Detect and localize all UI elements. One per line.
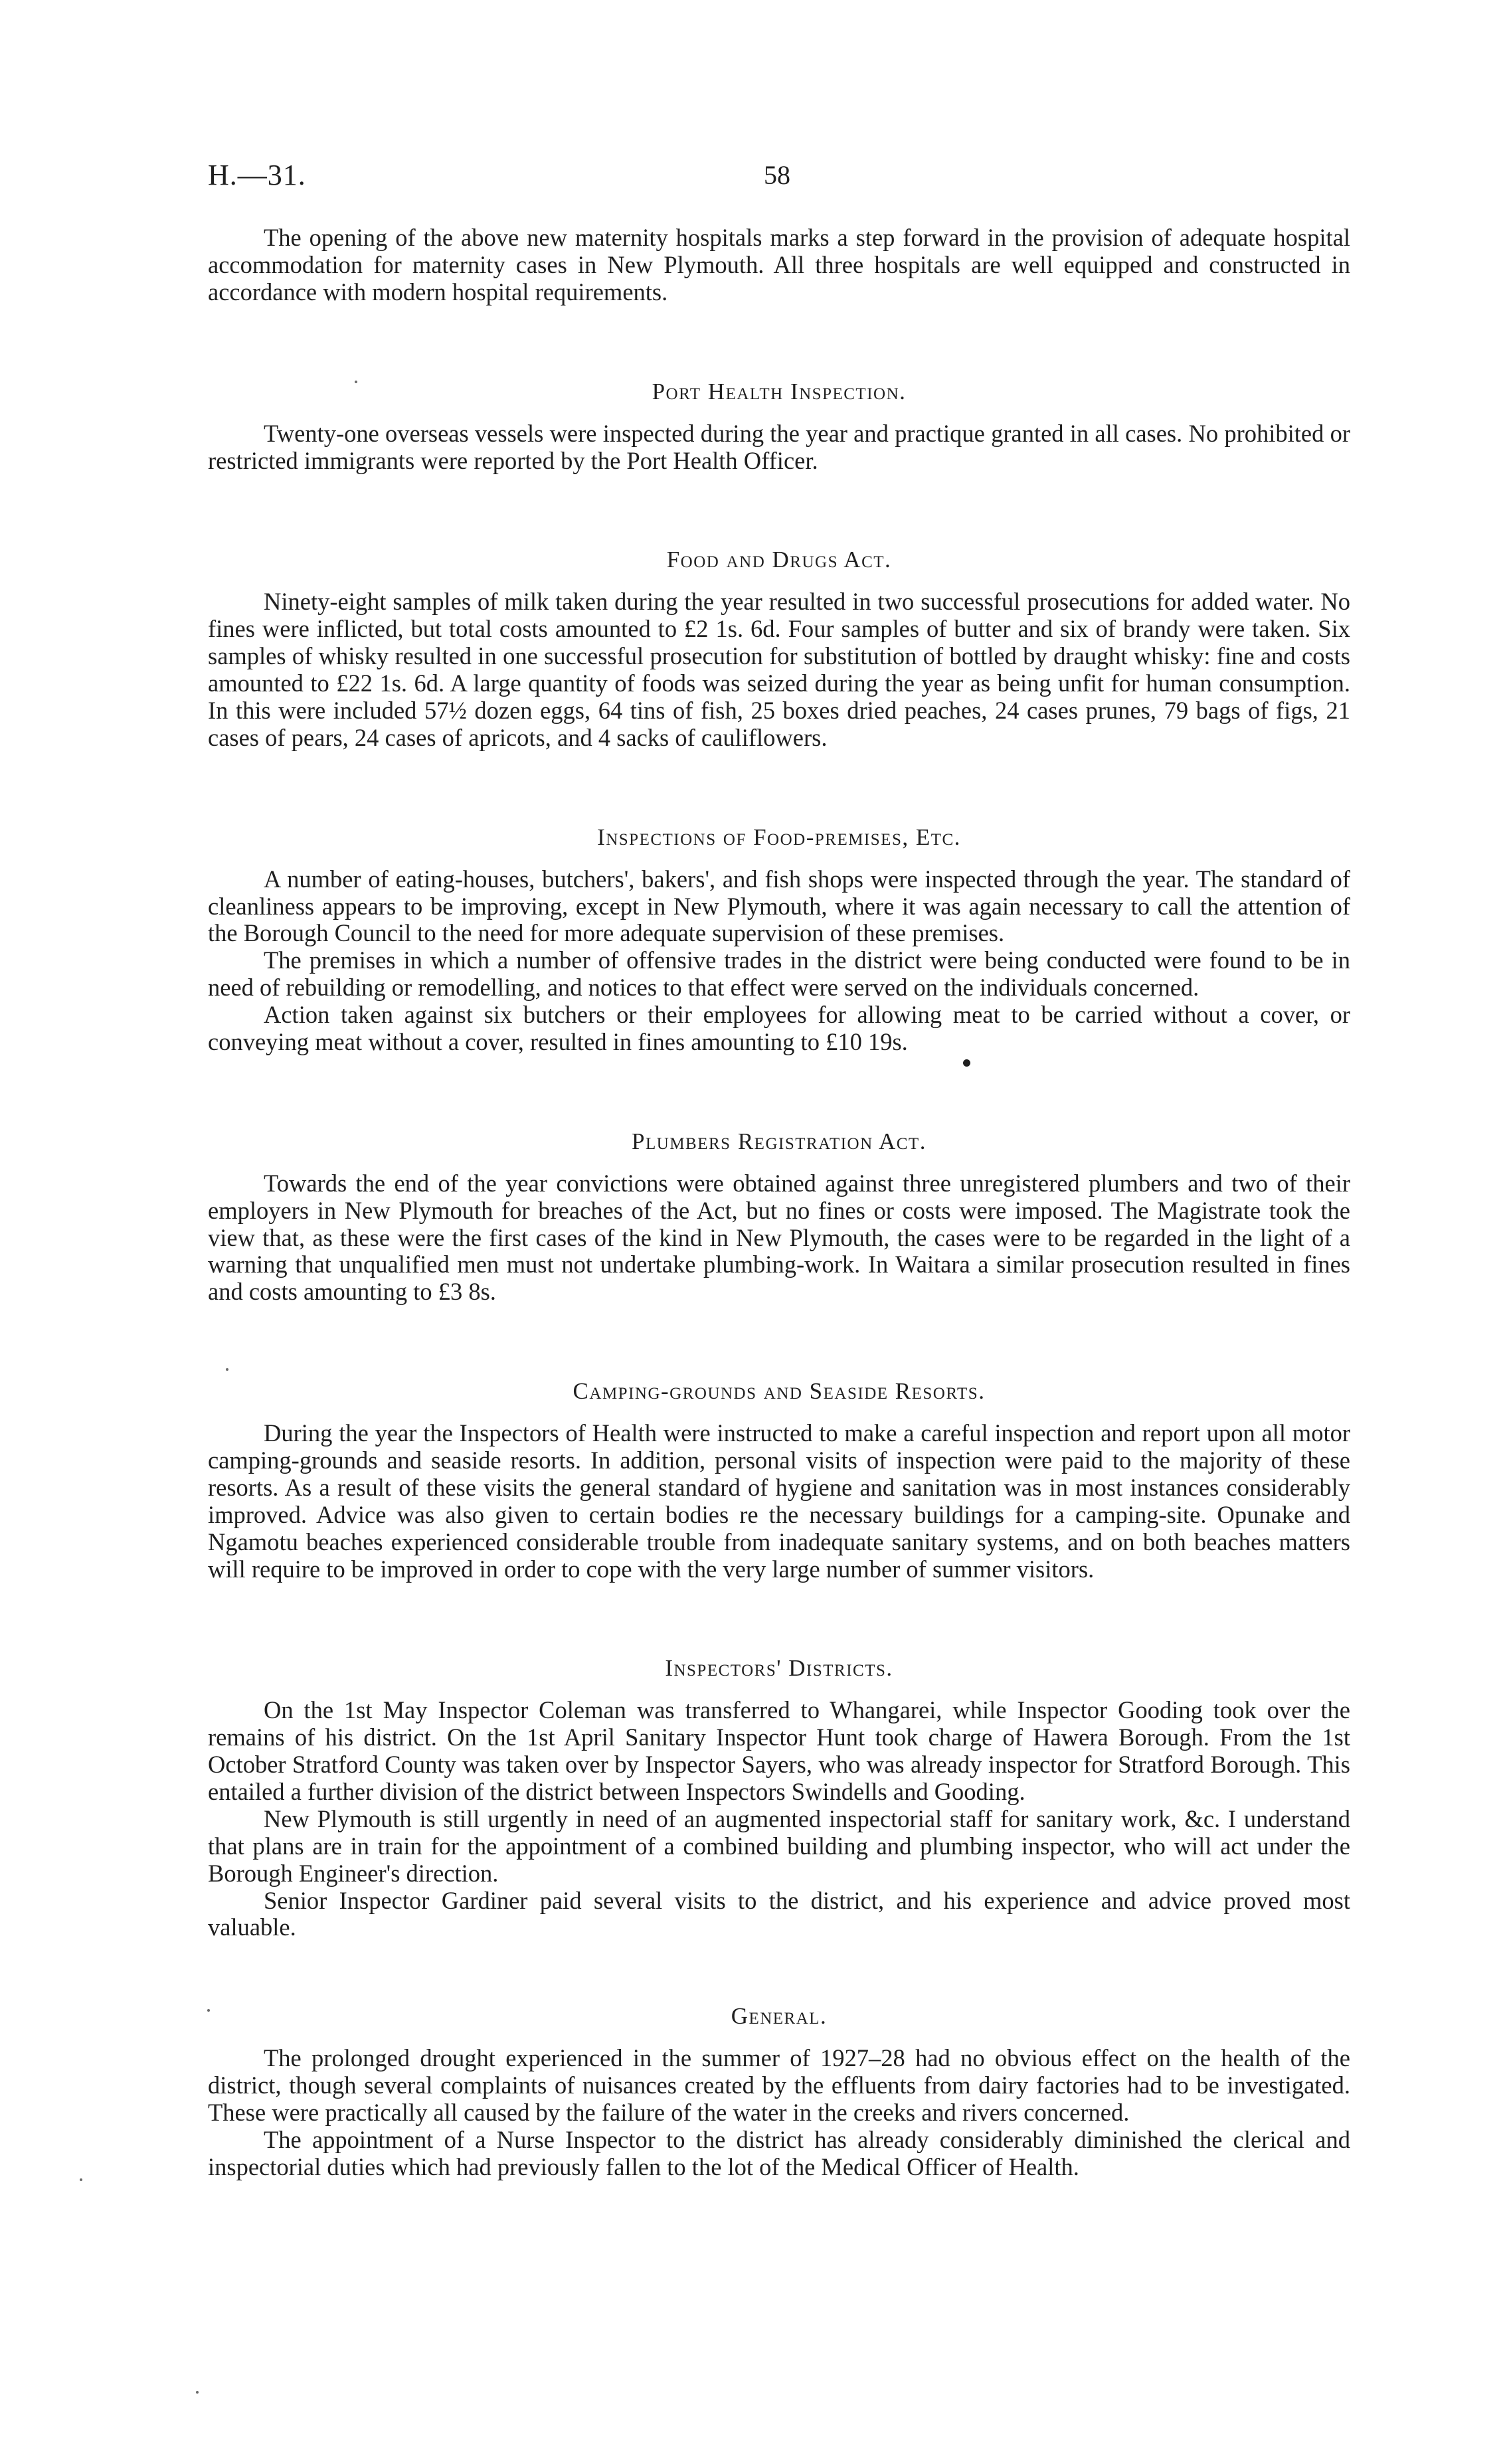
section-food-premises (208, 824, 1350, 1056)
paragraph: A number of eating-houses, butchers', bakers', and fish shops were inspected through the year. The standard of cleanliness appears to be improving, except in New Plymouth, where it was again necessary to call the attention of the Borough Council to the need for more adequate supervision of these premises. (208, 865, 1350, 947)
bullet-mark (963, 1059, 970, 1067)
section-heading: Inspections of Food-premises, Etc. (597, 824, 961, 850)
paragraph: Twenty-one overseas vessels were inspected during the year and practique granted in all cases. No prohibited or restricted immigrants were reported by the Port Health Officer. (208, 419, 1350, 474)
document-body (208, 224, 1350, 2181)
section-heading: General. (731, 2003, 828, 2030)
section-heading: Port Health Inspection. (652, 378, 907, 404)
paragraph: The appointment of a Nurse Inspector to the district has already considerably diminished the clerical and inspectorial duties which had previously fallen to the lot of the Medical Officer of Health. (208, 2125, 1350, 2180)
section-districts (208, 1654, 1350, 1941)
paragraph: The prolonged drought experienced in the summer of 1927–28 had no obvious effect on the health of the district, though several complaints of nuisances created by the effluents from dairy factories had to be investigated. These were practically all caused by the failure of the water in the creeks and rivers concerned. (208, 2044, 1350, 2126)
paragraph: Ninety-eight samples of milk taken during the year resulted in two successful prosecutions for added water. No fines were inflicted, but total costs amounted to £2 1s. 6d. Four samples of butter and six of brandy were taken. Six samples of whisky resulted in one successful prosecution for substitution of bottled by draught whisky: fine and costs amounted to £22 1s. 6d. A large quantity of foods was seized during the year as being unfit for human consumption. In this were included 57½ dozen eggs, 64 tins of fish, 25 boxes dried peaches, 24 cases prunes, 79 bags of figs, 21 cases of pears, 24 cases of apricots, and 4 sacks of cauliflowers. (208, 588, 1350, 751)
scan-speck (355, 381, 357, 383)
section-heading: Camping-grounds and Seaside Resorts. (573, 1378, 986, 1405)
paragraph: During the year the Inspectors of Health were instructed to make a careful inspection and report upon all motor camping-grounds and seaside resorts. In addition, personal visits of inspection were paid to the majority of these resorts. As a result of these visits the general standard of hygiene and sanitation was in most instances considerably improved. Advice was also given to certain bodies re the necessary buildings for a camping-site. Opunake and Ngamotu beaches experienced considerable trouble from inadequate sanitary systems, and on both beaches matters will require to be improved in order to cope with the very large number of summer visitors. (208, 1419, 1350, 1583)
section-food-drugs (208, 546, 1350, 751)
document-code: H.—31. (208, 159, 306, 191)
scan-speck (196, 2391, 199, 2394)
paragraph: The opening of the above new maternity hospitals marks a step forward in the provision of adequate hospital accommodation for maternity cases in New Plymouth. All three hospitals are well equipped and constructed in accordance with modern hospital requirements. (208, 224, 1350, 306)
section-heading: Plumbers Registration Act. (632, 1128, 927, 1154)
scan-speck (226, 1368, 228, 1371)
paragraph: Towards the end of the year convictions were obtained against three unregistered plumbers and two of their employers in New Plymouth for breaches of the Act, but no fines or costs were imposed. The Magistrate took the view that, as these were the first cases of the kind in New Plymouth, the cases were to be regarded in the light of a warning that unqualified men must not undertake plumbing-work. In Waitara a similar prosecution resulted in fines and costs amounting to £3 8s. (208, 1169, 1350, 1306)
page-header (208, 158, 1350, 198)
section-plumbers (208, 1128, 1350, 1306)
scan-speck (207, 2009, 210, 2012)
section-camping (208, 1377, 1350, 1583)
section-heading: Food and Drugs Act. (666, 547, 892, 573)
section-intro (208, 224, 1350, 306)
paragraph: The premises in which a number of offensive trades in the district were being conducted were found to be in need of rebuilding or remodelling, and notices to that effect were served on the individuals concerned. (208, 946, 1350, 1002)
paragraph: On the 1st May Inspector Coleman was transferred to Whangarei, while Inspector Gooding took over the remains of his district. On the 1st April Sanitary Inspector Hunt took charge of Hawera Borough. From the 1st October Stratford County was taken over by Inspector Sayers, who was already inspector for Stratford Borough. This entailed a further division of the district between Inspectors Swindells and Gooding. (208, 1696, 1350, 1805)
page-number: 58 (764, 160, 790, 190)
section-general (208, 2002, 1350, 2180)
section-heading: Inspectors' Districts. (665, 1655, 893, 1682)
paragraph: Senior Inspector Gardiner paid several visits to the district, and his experience and advice proved most valuable. (208, 1886, 1350, 1941)
paragraph: New Plymouth is still urgently in need of an augmented inspectorial staff for sanitary work, &c. I understand that plans are in train for the appointment of a combined building and plumbing inspector, who will act under the Borough Engineer's direction. (208, 1804, 1350, 1887)
scan-speck (80, 2178, 82, 2181)
section-port-health (208, 378, 1350, 475)
paragraph: Action taken against six butchers or their employees for allowing meat to be carried without a cover, or conveying meat without a cover, resulted in fines amounting to £10 19s. (208, 1001, 1350, 1055)
